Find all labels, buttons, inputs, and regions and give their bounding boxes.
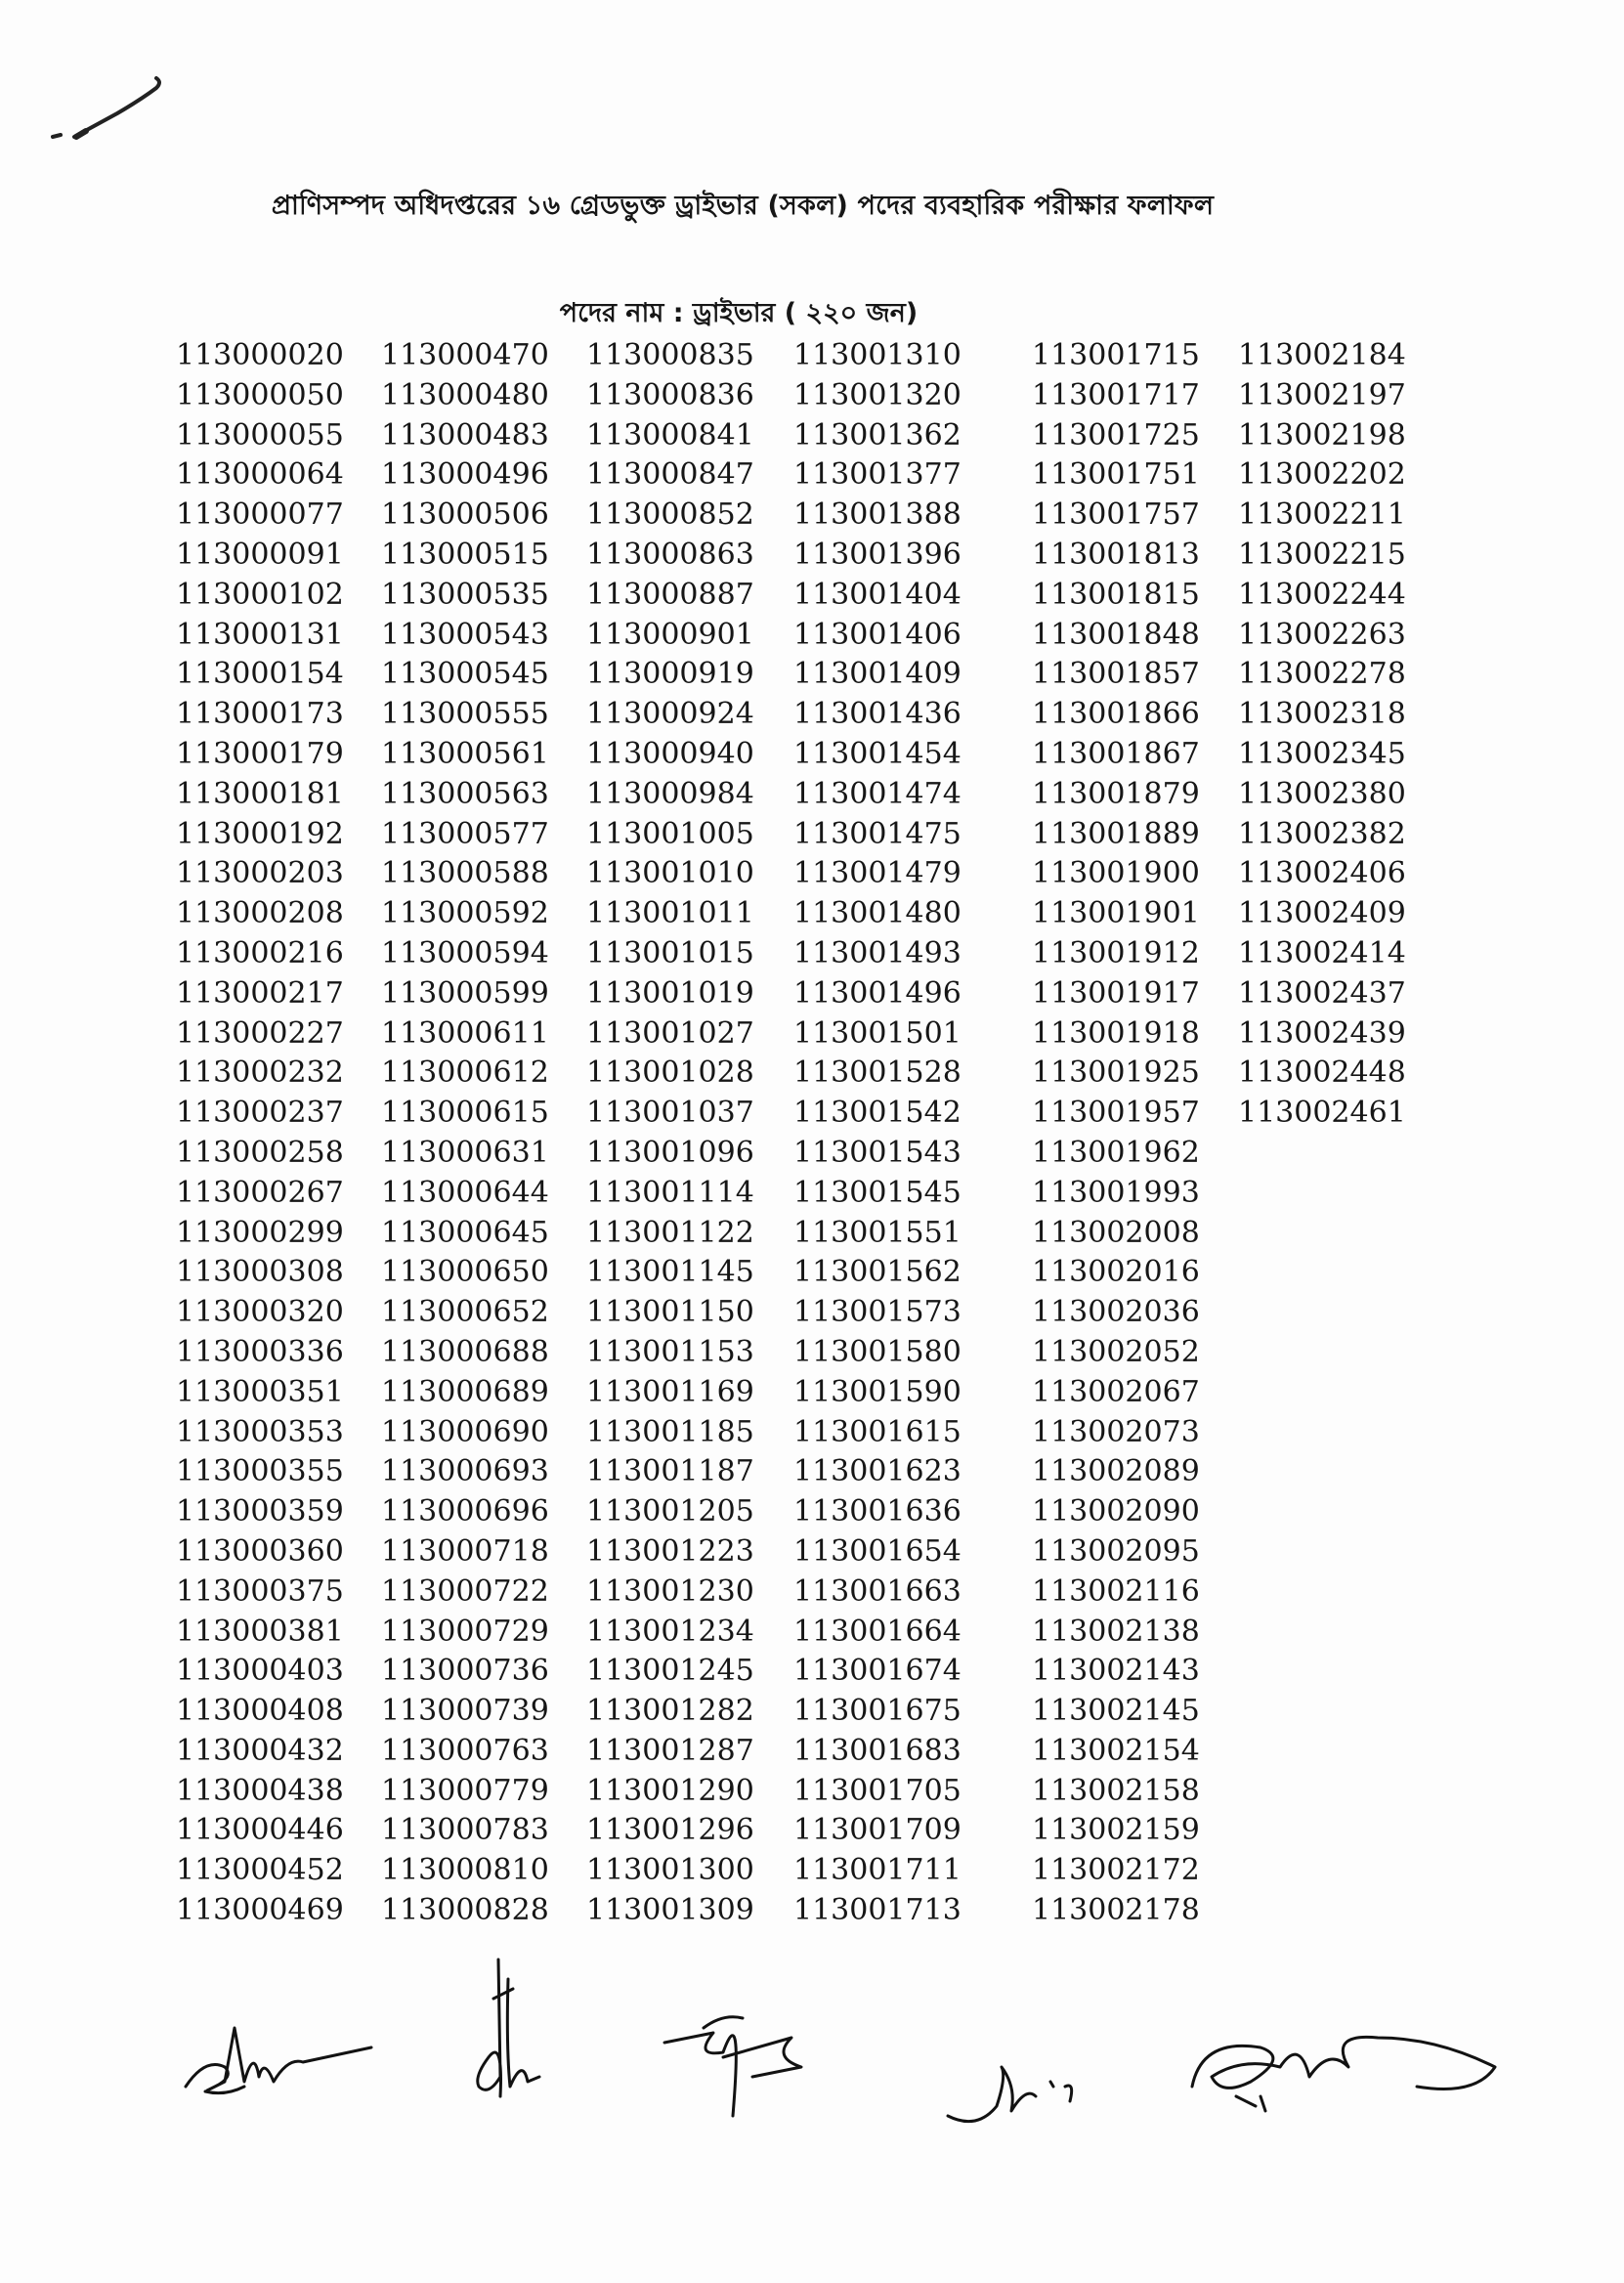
roll-number: 113000515: [381, 537, 549, 572]
roll-number: 113001573: [793, 1295, 962, 1330]
roll-number: 113002095: [1032, 1533, 1200, 1569]
roll-number: 113001019: [586, 975, 754, 1011]
roll-number: 113001623: [793, 1454, 962, 1489]
roll-number: 113000438: [176, 1773, 344, 1808]
roll-number: 113001918: [1032, 1015, 1200, 1051]
roll-column-2: [381, 336, 549, 1931]
signature-row: [166, 1940, 1505, 2155]
roll-number: 113002089: [1032, 1454, 1200, 1489]
post-name-heading: পদের নাম : ড্রাইভার ( ২২০ জন): [559, 298, 919, 328]
roll-number: 113002244: [1238, 577, 1406, 612]
roll-number: 113000779: [381, 1773, 549, 1808]
roll-number: 113001296: [586, 1813, 754, 1848]
roll-number: 113000353: [176, 1414, 344, 1449]
roll-number: 113001993: [1032, 1175, 1200, 1210]
roll-number: 113000470: [381, 338, 549, 372]
roll-number: 113000208: [176, 896, 344, 931]
roll-number: 113000594: [381, 935, 549, 970]
roll-number: 113000828: [381, 1893, 549, 1928]
roll-number: 113000232: [176, 1055, 344, 1091]
roll-number: 113001406: [793, 617, 962, 652]
roll-number: 113000852: [586, 497, 754, 533]
roll-number: 113000267: [176, 1175, 344, 1210]
roll-number: 113000055: [176, 417, 344, 452]
roll-number: 113000810: [381, 1853, 549, 1888]
roll-number: 113001664: [793, 1614, 962, 1649]
roll-number: 113000446: [176, 1813, 344, 1848]
roll-number: 113000469: [176, 1893, 344, 1928]
roll-number: 113001717: [1032, 377, 1200, 412]
roll-number: 113000901: [586, 617, 754, 652]
roll-number: 113000181: [176, 776, 344, 811]
roll-number: 113000480: [381, 377, 549, 412]
roll-number: 113000940: [586, 736, 754, 771]
roll-number: 113000690: [381, 1414, 549, 1449]
roll-number: 113001005: [586, 816, 754, 851]
roll-number: 113000355: [176, 1454, 344, 1489]
roll-number: 113002345: [1238, 736, 1406, 771]
roll-number: 113000192: [176, 816, 344, 851]
roll-number: 113000375: [176, 1573, 344, 1609]
roll-number: 113001320: [793, 377, 962, 412]
roll-number: 113002172: [1032, 1853, 1200, 1888]
roll-number: 113001528: [793, 1055, 962, 1091]
roll-number: 113001223: [586, 1533, 754, 1569]
roll-number: 113002116: [1032, 1573, 1200, 1609]
roll-number: 113001543: [793, 1135, 962, 1170]
roll-number: 113000217: [176, 975, 344, 1011]
roll-number: 113001234: [586, 1614, 754, 1649]
roll-number: 113000050: [176, 377, 344, 412]
roll-number: 113002138: [1032, 1614, 1200, 1649]
roll-number: 113001480: [793, 896, 962, 931]
roll-number: 113001711: [793, 1853, 962, 1888]
roll-number: 113002439: [1238, 1015, 1406, 1051]
roll-number: 113000496: [381, 457, 549, 493]
roll-number: 113002409: [1238, 896, 1406, 931]
roll-number: 113000984: [586, 776, 754, 811]
pen-stroke-mark: [47, 68, 174, 156]
signature-1: [166, 1940, 391, 2155]
roll-number: 113001122: [586, 1215, 754, 1250]
roll-number: 113001857: [1032, 657, 1200, 692]
signature-4: [938, 1940, 1114, 2155]
roll-number: 113000543: [381, 617, 549, 652]
roll-number: 113001290: [586, 1773, 754, 1808]
roll-column-1: [176, 336, 344, 1931]
roll-number: 113001169: [586, 1374, 754, 1409]
roll-number: 113001654: [793, 1533, 962, 1569]
roll-number: 113002382: [1238, 816, 1406, 851]
roll-number: 113001096: [586, 1135, 754, 1170]
roll-number: 113000308: [176, 1255, 344, 1290]
roll-number: 113001396: [793, 537, 962, 572]
roll-number: 113000237: [176, 1096, 344, 1131]
roll-number: 113000173: [176, 697, 344, 732]
roll-number: 113000432: [176, 1733, 344, 1768]
roll-number: 113001153: [586, 1334, 754, 1369]
roll-number: 113001496: [793, 975, 962, 1011]
roll-number: 113000403: [176, 1654, 344, 1689]
roll-number: 113000408: [176, 1694, 344, 1729]
roll-number: 113001542: [793, 1096, 962, 1131]
roll-number: 113001757: [1032, 497, 1200, 533]
roll-column-5: [1032, 336, 1200, 1931]
roll-number: 113000919: [586, 657, 754, 692]
roll-number: 113000592: [381, 896, 549, 931]
roll-number: 113002318: [1238, 697, 1406, 732]
roll-number: 113001185: [586, 1414, 754, 1449]
roll-number: 113002263: [1238, 617, 1406, 652]
roll-number: 113000615: [381, 1096, 549, 1131]
roll-number: 113000102: [176, 577, 344, 612]
roll-number: 113001362: [793, 417, 962, 452]
roll-number: 113001114: [586, 1175, 754, 1210]
roll-number: 113001663: [793, 1573, 962, 1609]
roll-number: 113002380: [1238, 776, 1406, 811]
roll-number: 113000763: [381, 1733, 549, 1768]
roll-number: 113001725: [1032, 417, 1200, 452]
roll-number: 113001879: [1032, 776, 1200, 811]
roll-number: 113000783: [381, 1813, 549, 1848]
roll-number: 113000693: [381, 1454, 549, 1489]
roll-column-3: [586, 336, 754, 1931]
roll-number: 113001545: [793, 1175, 962, 1210]
roll-number: 113000612: [381, 1055, 549, 1091]
roll-number: 113000652: [381, 1295, 549, 1330]
roll-number: 113002159: [1032, 1813, 1200, 1848]
roll-number: 113001501: [793, 1015, 962, 1051]
roll-number: 113001901: [1032, 896, 1200, 931]
roll-number: 113001474: [793, 776, 962, 811]
roll-number: 113002008: [1032, 1215, 1200, 1250]
roll-number: 113002448: [1238, 1055, 1406, 1091]
roll-number: 113000483: [381, 417, 549, 452]
roll-number: 113000645: [381, 1215, 549, 1250]
roll-number: 113000563: [381, 776, 549, 811]
roll-number: 113001011: [586, 896, 754, 931]
roll-number: 113000924: [586, 697, 754, 732]
roll-number: 113001683: [793, 1733, 962, 1768]
roll-number: 113000631: [381, 1135, 549, 1170]
roll-number: 113001551: [793, 1215, 962, 1250]
roll-number: 113002143: [1032, 1654, 1200, 1689]
roll-number: 113000091: [176, 537, 344, 572]
roll-number: 113000588: [381, 856, 549, 891]
roll-number: 113002198: [1238, 417, 1406, 452]
roll-number: 113001674: [793, 1654, 962, 1689]
roll-number: 113000381: [176, 1614, 344, 1649]
roll-number: 113001404: [793, 577, 962, 612]
roll-number: 113000299: [176, 1215, 344, 1250]
roll-number: 113001709: [793, 1813, 962, 1848]
roll-number: 113001580: [793, 1334, 962, 1369]
roll-number: 113000154: [176, 657, 344, 692]
roll-number: 113001705: [793, 1773, 962, 1808]
roll-number: 113002073: [1032, 1414, 1200, 1449]
roll-number: 113001287: [586, 1733, 754, 1768]
roll-number: 113001713: [793, 1893, 962, 1928]
roll-number: 113002211: [1238, 497, 1406, 533]
roll-number: 113001282: [586, 1694, 754, 1729]
roll-number: 113001900: [1032, 856, 1200, 891]
roll-number: 113001912: [1032, 935, 1200, 970]
roll-number: 113001310: [793, 338, 962, 372]
roll-number: 113000611: [381, 1015, 549, 1051]
roll-number: 113001145: [586, 1255, 754, 1290]
roll-number: 113000227: [176, 1015, 344, 1051]
roll-column-4: [793, 336, 962, 1931]
roll-number: 113002067: [1032, 1374, 1200, 1409]
roll-number: 113001377: [793, 457, 962, 493]
roll-number: 113002437: [1238, 975, 1406, 1011]
roll-number: 113000739: [381, 1694, 549, 1729]
roll-number: 113002215: [1238, 537, 1406, 572]
roll-number: 113000847: [586, 457, 754, 493]
roll-number: 113001917: [1032, 975, 1200, 1011]
roll-number: 113000650: [381, 1255, 549, 1290]
roll-number: 113001187: [586, 1454, 754, 1489]
roll-number: 113000077: [176, 497, 344, 533]
roll-number: 113002052: [1032, 1334, 1200, 1369]
roll-number: 113001867: [1032, 736, 1200, 771]
roll-number: 113001300: [586, 1853, 754, 1888]
roll-number: 113000688: [381, 1334, 549, 1369]
roll-number: 113001615: [793, 1414, 962, 1449]
roll-number: 113000561: [381, 736, 549, 771]
roll-number: 113000258: [176, 1135, 344, 1170]
roll-number: 113001230: [586, 1573, 754, 1609]
roll-number: 113002090: [1032, 1494, 1200, 1529]
roll-number: 113001309: [586, 1893, 754, 1928]
roll-number: 113002184: [1238, 338, 1406, 372]
roll-number: 113000863: [586, 537, 754, 572]
roll-number: 113001479: [793, 856, 962, 891]
roll-number: 113001675: [793, 1694, 962, 1729]
roll-number: 113001962: [1032, 1135, 1200, 1170]
roll-number: 113000722: [381, 1573, 549, 1609]
signature-5: [1182, 1940, 1505, 2155]
roll-column-6: [1238, 336, 1406, 1134]
roll-number: 113002406: [1238, 856, 1406, 891]
roll-number: 113001028: [586, 1055, 754, 1091]
roll-number: 113001813: [1032, 537, 1200, 572]
roll-number: 113000644: [381, 1175, 549, 1210]
roll-number: 113000360: [176, 1533, 344, 1569]
roll-number: 113002202: [1238, 457, 1406, 493]
roll-number: 113000696: [381, 1494, 549, 1529]
roll-number: 113001636: [793, 1494, 962, 1529]
roll-number: 113001493: [793, 935, 962, 970]
roll-number: 113001245: [586, 1654, 754, 1689]
roll-number: 113001866: [1032, 697, 1200, 732]
roll-number: 113000131: [176, 617, 344, 652]
roll-number: 113001409: [793, 657, 962, 692]
roll-number: 113000216: [176, 935, 344, 970]
roll-number: 113000506: [381, 497, 549, 533]
roll-number: 113002278: [1238, 657, 1406, 692]
roll-number: 113000841: [586, 417, 754, 452]
roll-number: 113001475: [793, 816, 962, 851]
roll-number: 113000203: [176, 856, 344, 891]
signature-3: [655, 1940, 850, 2155]
roll-number: 113001436: [793, 697, 962, 732]
roll-number: 113001027: [586, 1015, 754, 1051]
roll-number: 113000545: [381, 657, 549, 692]
roll-number: 113000351: [176, 1374, 344, 1409]
roll-number: 113000320: [176, 1295, 344, 1330]
roll-number: 113000179: [176, 736, 344, 771]
roll-number: 113002145: [1032, 1694, 1200, 1729]
roll-number: 113001150: [586, 1295, 754, 1330]
roll-number: 113001037: [586, 1096, 754, 1131]
roll-number: 113001590: [793, 1374, 962, 1409]
roll-number: 113001715: [1032, 338, 1200, 372]
roll-number: 113002414: [1238, 935, 1406, 970]
roll-number: 113002158: [1032, 1773, 1200, 1808]
roll-number: 113001562: [793, 1255, 962, 1290]
roll-number: 113001957: [1032, 1096, 1200, 1131]
roll-number: 113001889: [1032, 816, 1200, 851]
signature-2: [430, 1940, 567, 2155]
roll-number: 113000887: [586, 577, 754, 612]
roll-number: 113000577: [381, 816, 549, 851]
roll-number: 113001751: [1032, 457, 1200, 493]
roll-number: 113001015: [586, 935, 754, 970]
roll-number: 113001848: [1032, 617, 1200, 652]
roll-number: 113000020: [176, 338, 344, 372]
roll-number: 113000336: [176, 1334, 344, 1369]
roll-number: 113000718: [381, 1533, 549, 1569]
roll-number: 113002016: [1032, 1255, 1200, 1290]
roll-number: 113001815: [1032, 577, 1200, 612]
roll-number: 113001925: [1032, 1055, 1200, 1091]
roll-number: 113001388: [793, 497, 962, 533]
roll-number: 113002154: [1032, 1733, 1200, 1768]
roll-number: 113000689: [381, 1374, 549, 1409]
roll-number: 113000729: [381, 1614, 549, 1649]
roll-number: 113000452: [176, 1853, 344, 1888]
roll-number: 113001010: [586, 856, 754, 891]
roll-number: 113000359: [176, 1494, 344, 1529]
roll-number: 113002197: [1238, 377, 1406, 412]
roll-number: 113001205: [586, 1494, 754, 1529]
roll-number: 113000599: [381, 975, 549, 1011]
roll-number: 113000736: [381, 1654, 549, 1689]
roll-number: 113002178: [1032, 1893, 1200, 1928]
roll-number: 113000535: [381, 577, 549, 612]
roll-number: 113000835: [586, 338, 754, 372]
roll-number: 113000836: [586, 377, 754, 412]
roll-number: 113002036: [1032, 1295, 1200, 1330]
roll-number: 113002461: [1238, 1096, 1406, 1131]
document-title: প্রাণিসম্পদ অধিদপ্তরের ১৬ গ্রেডভুক্ত ড্রাইভার (সকল) পদের ব্যবহারিক পরীক্ষার ফলাফল: [271, 191, 1215, 221]
roll-number: 113000555: [381, 697, 549, 732]
roll-number: 113000064: [176, 457, 344, 493]
roll-number: 113001454: [793, 736, 962, 771]
